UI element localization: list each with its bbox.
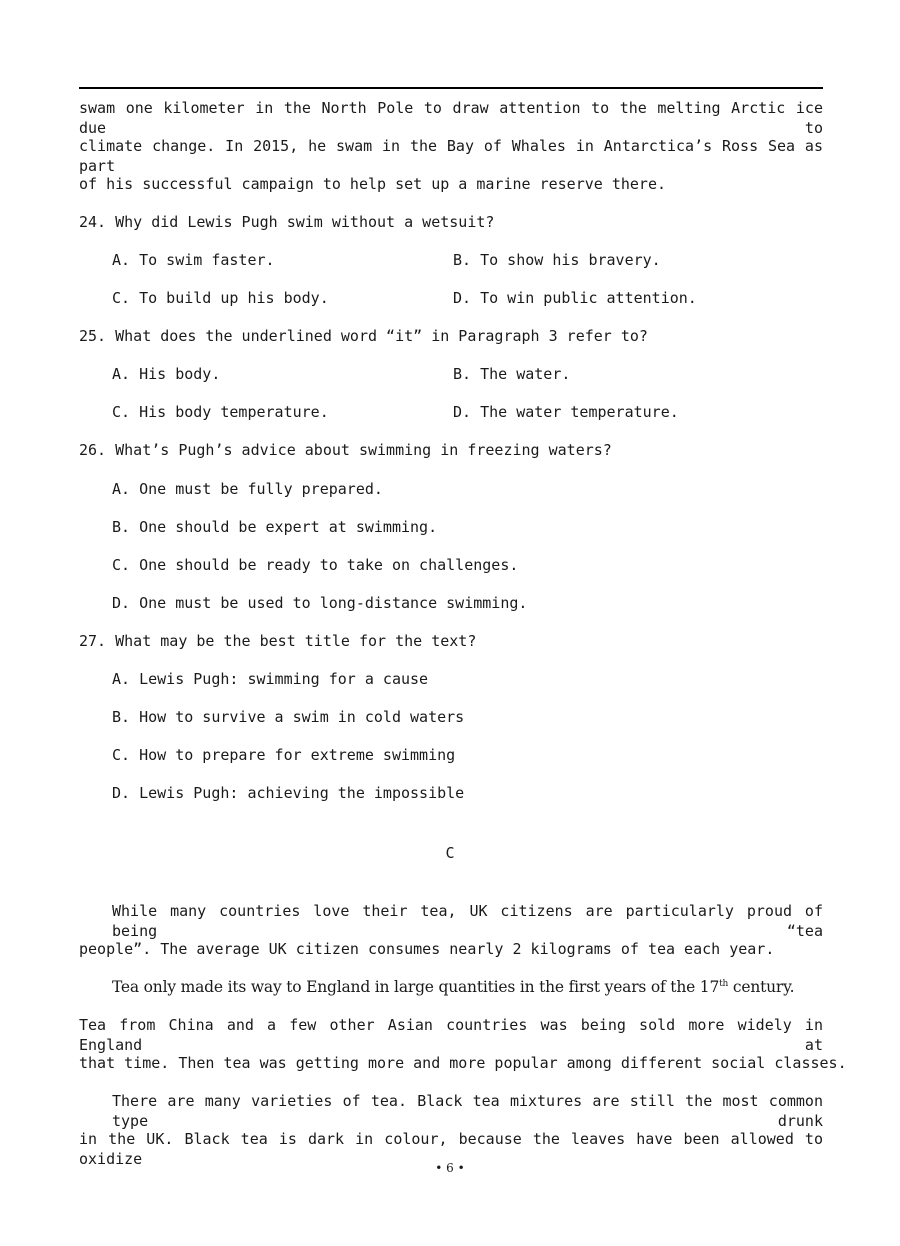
question-24-option-c: C. To build up his body.: [112, 289, 329, 307]
section-c-text: Tea only made its way to England in large quantities in the first years of the 17: [112, 978, 720, 996]
question-27-option-a: A. Lewis Pugh: swimming for a cause: [112, 670, 429, 688]
section-c-paragraph-line: Tea from China and a few other Asian countries was being sold more widely in England at: [79, 1016, 823, 1054]
question-27-option-b: B. How to survive a swim in cold waters: [112, 708, 465, 726]
question-26-option-a: A. One must be fully prepared.: [112, 480, 383, 498]
passage-line: climate change. In 2015, he swam in the Bay of Whales in Antarctica’s Ross Sea as part: [79, 137, 823, 175]
question-26-option-c: C. One should be ready to take on challenges.: [112, 556, 519, 574]
passage-line: of his successful campaign to help set up a marine reserve there.: [79, 175, 666, 193]
question-27-stem: 27. What may be the best title for the text?: [79, 632, 477, 650]
question-26-stem: 26. What’s Pugh’s advice about swimming in freezing waters?: [79, 441, 612, 459]
section-c-paragraph-line: [112, 977, 794, 997]
passage-line: swam one kilometer in the North Pole to draw attention to the melting Arctic ice due to: [79, 99, 823, 137]
question-25-stem: 25. What does the underlined word “it” in Paragraph 3 refer to?: [79, 327, 648, 345]
section-c-paragraph-line: people”. The average UK citizen consumes nearly 2 kilograms of tea each year.: [79, 940, 775, 958]
question-25-option-d: D. The water temperature.: [453, 403, 679, 421]
section-c-paragraph-line: There are many varieties of tea. Black tea mixtures are still the most common type drunk: [112, 1092, 823, 1130]
question-24-option-a: A. To swim faster.: [112, 251, 275, 269]
question-24-option-d: D. To win public attention.: [453, 289, 697, 307]
question-26-option-d: D. One must be used to long-distance swimming.: [112, 594, 528, 612]
question-27-option-d: D. Lewis Pugh: achieving the impossible: [112, 784, 465, 802]
question-25-option-c: C. His body temperature.: [112, 403, 329, 421]
question-25-option-b: B. The water.: [453, 365, 571, 383]
section-c-text: century.: [728, 978, 795, 996]
section-c-heading: C: [445, 844, 455, 862]
question-26-option-b: B. One should be expert at swimming.: [112, 518, 438, 536]
question-27-option-c: C. How to prepare for extreme swimming: [112, 746, 456, 764]
header-rule: [79, 87, 823, 89]
section-c-paragraph-line: that time. Then tea was getting more and more popular among different social classes.: [79, 1054, 847, 1072]
question-25-option-a: A. His body.: [112, 365, 221, 383]
ordinal-suffix: th: [719, 978, 729, 989]
section-c-paragraph-line: While many countries love their tea, UK citizens are particularly proud of being “tea: [112, 902, 823, 940]
question-24-stem: 24. Why did Lewis Pugh swim without a wetsuit?: [79, 213, 495, 231]
page-number: • 6 •: [435, 1161, 465, 1175]
section-c-paragraph-line: in the UK. Black tea is dark in colour, because the leaves have been allowed to oxidize: [79, 1130, 823, 1168]
question-24-option-b: B. To show his bravery.: [453, 251, 661, 269]
